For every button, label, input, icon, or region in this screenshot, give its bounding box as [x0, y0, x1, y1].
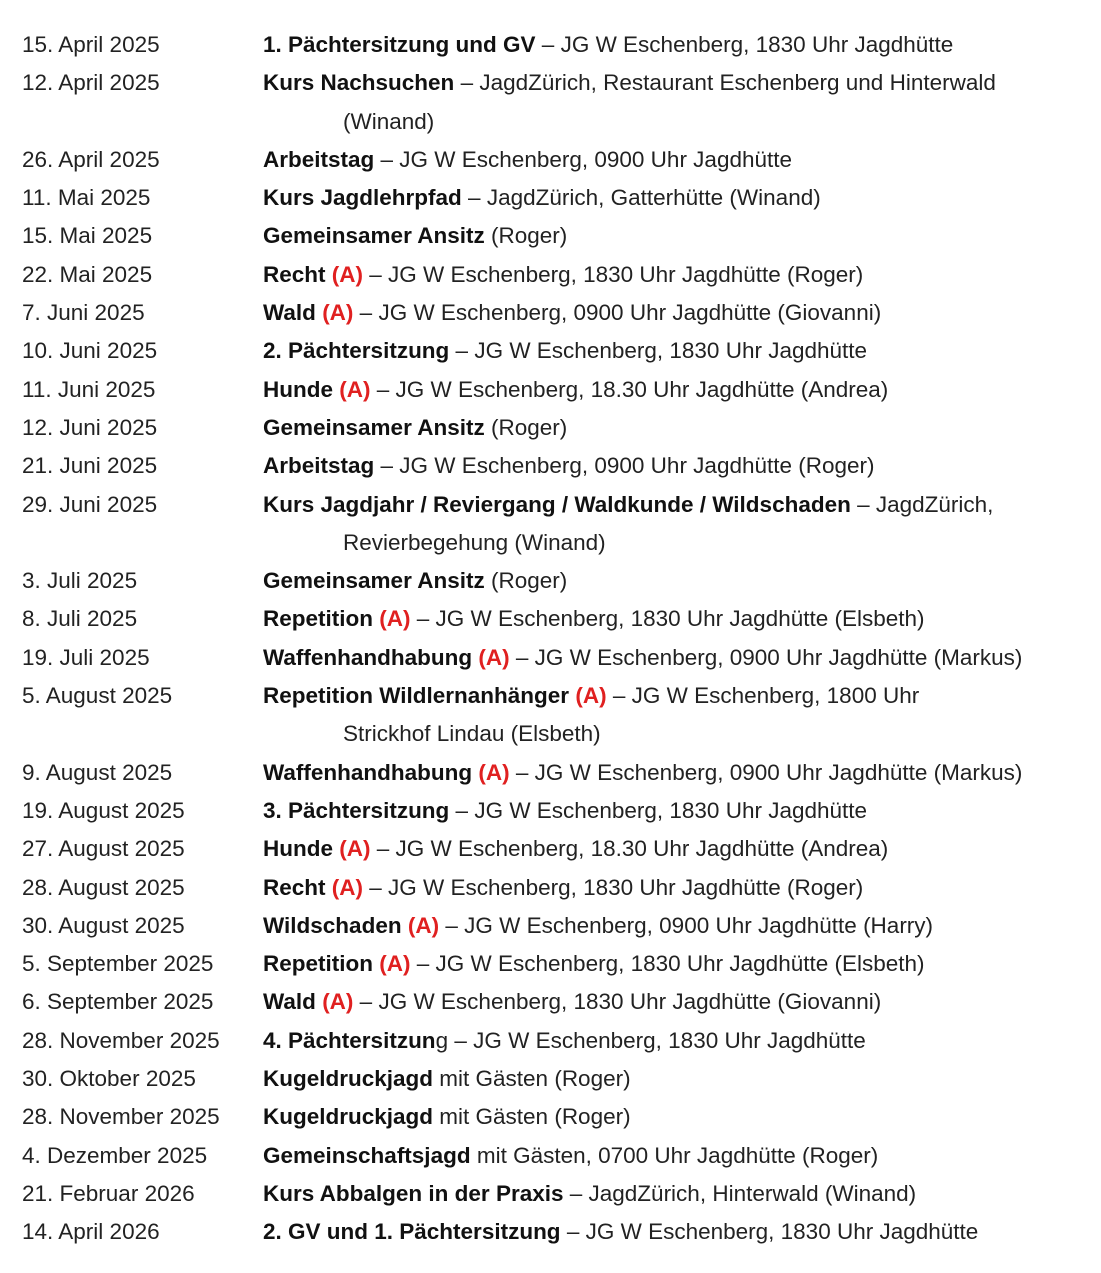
entry-details: – JG W Eschenberg, 0900 Uhr Jagdhütte (Markus)	[509, 759, 1023, 785]
entry-description	[263, 256, 1097, 294]
entry-title: Gemeinschaftsjagd	[263, 1142, 471, 1168]
entry-description	[263, 907, 1097, 945]
entry-date: 3. Juli 2025	[22, 568, 138, 594]
entry-marker: (A)	[478, 759, 510, 785]
entry-description	[263, 1022, 1097, 1060]
entry-details: (Roger)	[484, 568, 568, 594]
entry-title: Gemeinsamer Ansitz	[263, 414, 485, 440]
entry-details: – JG W Eschenberg, 1830 Uhr Jagdhütte	[535, 32, 954, 57]
entry-date: 11. Juni 2025	[22, 376, 156, 402]
schedule-entry	[22, 409, 1097, 447]
entry-details: – JagdZürich, Restaurant Eschenberg und Hinterwald	[454, 70, 996, 96]
entry-marker: (A)	[478, 644, 510, 670]
entry-date: 29. Juni 2025	[22, 491, 158, 517]
entry-marker: (A)	[339, 376, 371, 402]
entry-title: Hunde	[263, 836, 333, 862]
entry-title: 2. Pächtersitzung	[263, 338, 450, 364]
schedule-entry	[22, 869, 1097, 907]
schedule-entry	[22, 26, 1097, 64]
schedule-entry	[22, 256, 1097, 294]
entry-date: 5. August 2025	[22, 683, 173, 709]
schedule-entry	[22, 371, 1097, 409]
entry-date: 15. April 2025	[22, 32, 160, 57]
entry-title: Repetition Wildlernanhänger	[263, 683, 570, 709]
entry-date: 10. Juni 2025	[22, 338, 158, 364]
entry-date: 28. November 2025	[22, 1104, 220, 1130]
entry-details: mit Gästen, 0700 Uhr Jagdhütte (Roger)	[470, 1142, 879, 1168]
schedule-entry	[22, 1213, 1097, 1251]
entry-date: 19. August 2025	[22, 797, 185, 823]
entry-details: – JagdZürich,	[850, 491, 994, 517]
entry-date: 30. August 2025	[22, 912, 185, 938]
entry-title: Hunde	[263, 376, 333, 402]
entry-description	[263, 600, 1097, 638]
entry-marker: (A)	[322, 989, 354, 1015]
schedule-entry	[22, 179, 1097, 217]
entry-description	[263, 486, 1097, 563]
event-schedule	[22, 26, 1097, 1252]
entry-details: – JG W Eschenberg, 1830 Uhr Jagdhütte	[449, 797, 868, 823]
entry-description	[263, 1098, 1097, 1136]
entry-title: 4. Pächtersitzun	[263, 1027, 436, 1053]
entry-title: Kugeldruckjagd	[263, 1104, 434, 1130]
entry-date: 21. Februar 2026	[22, 1180, 195, 1206]
entry-date: 9. August 2025	[22, 759, 173, 785]
entry-details: – JG W Eschenberg, 1830 Uhr Jagdhütte (Giovanni)	[353, 989, 882, 1015]
schedule-entry	[22, 639, 1097, 677]
entry-marker: (A)	[331, 261, 364, 287]
entry-date: 21. Juni 2025	[22, 453, 158, 479]
entry-date: 19. Juli 2025	[22, 644, 150, 670]
entry-details: – JG W Eschenberg, 1830 Uhr Jagdhütte	[449, 338, 868, 364]
schedule-entry	[22, 1137, 1097, 1175]
entry-title: Gemeinsamer Ansitz	[263, 223, 485, 249]
schedule-entry	[22, 1022, 1097, 1060]
entry-details-continued: (Winand)	[343, 108, 435, 134]
entry-date: 28. November 2025	[22, 1027, 220, 1053]
schedule-entry	[22, 217, 1097, 255]
entry-details: mit Gästen (Roger)	[433, 1104, 631, 1130]
entry-date: 28. August 2025	[22, 874, 185, 900]
entry-marker: (A)	[322, 300, 354, 326]
entry-description	[263, 141, 1097, 179]
schedule-entry	[22, 1175, 1097, 1213]
entry-date: 11. Mai 2025	[22, 185, 151, 211]
entry-details: – JG W Eschenberg, 1830 Uhr Jagdhütte (Elsbeth)	[410, 606, 925, 632]
schedule-entry	[22, 64, 1097, 141]
entry-title: Kurs Jagdjahr / Reviergang / Waldkunde / Wildschaden	[263, 491, 851, 517]
entry-date: 15. Mai 2025	[22, 223, 153, 249]
entry-title: Arbeitstag	[263, 146, 375, 172]
entry-description	[263, 792, 1097, 830]
entry-date: 14. April 2026	[22, 1219, 160, 1245]
entry-marker: (A)	[339, 836, 371, 862]
entry-title: Recht	[263, 261, 326, 287]
entry-date: 4. Dezember 2025	[22, 1142, 208, 1168]
entry-title: Wald	[263, 300, 316, 326]
entry-details: – JG W Eschenberg, 0900 Uhr Jagdhütte (Markus)	[509, 644, 1023, 670]
entry-details: g – JG W Eschenberg, 1830 Uhr Jagdhütte	[435, 1027, 866, 1053]
entry-description	[263, 179, 1097, 217]
schedule-entry	[22, 332, 1097, 370]
entry-description	[263, 332, 1097, 370]
entry-title: Kugeldruckjagd	[263, 1066, 434, 1092]
entry-description	[263, 983, 1097, 1021]
entry-description	[263, 639, 1097, 677]
schedule-entry	[22, 754, 1097, 792]
schedule-entry	[22, 600, 1097, 638]
entry-details: (Roger)	[484, 223, 568, 249]
entry-details: – JG W Eschenberg, 1830 Uhr Jagdhütte	[560, 1219, 979, 1245]
entry-description	[263, 409, 1097, 447]
entry-details: – JG W Eschenberg, 18.30 Uhr Jagdhütte (Andrea)	[370, 376, 889, 402]
entry-title: Kurs Jagdlehrpfad	[263, 185, 462, 211]
entry-title: Kurs Abbalgen in der Praxis	[263, 1180, 564, 1206]
entry-marker: (A)	[575, 683, 607, 709]
entry-details: – JG W Eschenberg, 1830 Uhr Jagdhütte (Elsbeth)	[410, 951, 925, 977]
entry-details-continued: Revierbegehung (Winand)	[343, 529, 606, 555]
entry-title: Repetition	[263, 606, 373, 632]
entry-title: Waffenhandhabung	[263, 644, 473, 670]
entry-description	[263, 294, 1097, 332]
schedule-entry	[22, 447, 1097, 485]
entry-description	[263, 677, 1097, 754]
entry-title: 2. GV und 1. Pächtersitzung	[263, 1219, 561, 1245]
entry-description	[263, 945, 1097, 983]
entry-description	[263, 371, 1097, 409]
entry-date: 26. April 2025	[22, 146, 160, 172]
entry-details-continued: Strickhof Lindau (Elsbeth)	[343, 721, 601, 747]
entry-details: – JG W Eschenberg, 18.30 Uhr Jagdhütte (Andrea)	[370, 836, 889, 862]
entry-details: – JagdZürich, Gatterhütte (Winand)	[461, 185, 821, 211]
entry-title: Recht	[263, 874, 326, 900]
entry-title: 3. Pächtersitzung	[263, 797, 450, 823]
entry-details: – JG W Eschenberg, 0900 Uhr Jagdhütte (Giovanni)	[353, 300, 882, 326]
entry-marker: (A)	[407, 912, 440, 938]
entry-title: Wildschaden	[263, 912, 402, 938]
entry-description	[263, 1060, 1097, 1098]
entry-details: – JagdZürich, Hinterwald (Winand)	[563, 1180, 917, 1206]
entry-date: 7. Juni 2025	[22, 300, 145, 326]
entry-date: 8. Juli 2025	[22, 606, 138, 632]
schedule-entry	[22, 983, 1097, 1021]
entry-title: Waffenhandhabung	[263, 759, 473, 785]
schedule-entry	[22, 907, 1097, 945]
entry-title: Kurs Nachsuchen	[263, 70, 455, 96]
entry-details: – JG W Eschenberg, 0900 Uhr Jagdhütte (Roger)	[374, 453, 875, 479]
schedule-entry	[22, 677, 1097, 754]
entry-description	[263, 217, 1097, 255]
entry-title: Gemeinsamer Ansitz	[263, 568, 485, 594]
entry-description	[263, 1175, 1097, 1213]
entry-date: 27. August 2025	[22, 836, 185, 862]
entry-description	[263, 869, 1097, 907]
entry-marker: (A)	[331, 874, 364, 900]
schedule-entry	[22, 830, 1097, 868]
entry-title: Wald	[263, 989, 316, 1015]
entry-description	[263, 562, 1097, 600]
schedule-entry	[22, 562, 1097, 600]
entry-details: – JG W Eschenberg, 1830 Uhr Jagdhütte (Roger)	[363, 874, 864, 900]
schedule-entry	[22, 486, 1097, 563]
entry-title: 1. Pächtersitzung und GV	[263, 32, 536, 57]
schedule-entry	[22, 792, 1097, 830]
entry-date: 12. April 2025	[22, 70, 160, 96]
entry-description	[263, 1137, 1097, 1175]
entry-date: 22. Mai 2025	[22, 261, 153, 287]
schedule-entry	[22, 141, 1097, 179]
entry-description	[263, 64, 1097, 141]
schedule-entry	[22, 945, 1097, 983]
entry-title: Repetition	[263, 951, 373, 977]
entry-description	[263, 830, 1097, 868]
entry-details: (Roger)	[484, 414, 568, 440]
entry-details: – JG W Eschenberg, 1830 Uhr Jagdhütte (Roger)	[363, 261, 864, 287]
entry-date: 6. September 2025	[22, 989, 214, 1015]
schedule-entry	[22, 294, 1097, 332]
entry-description	[263, 26, 1097, 64]
entry-details: mit Gästen (Roger)	[433, 1066, 631, 1092]
entry-description	[263, 754, 1097, 792]
entry-marker: (A)	[379, 606, 411, 632]
entry-details: – JG W Eschenberg, 1800 Uhr	[606, 683, 920, 709]
entry-title: Arbeitstag	[263, 453, 375, 479]
entry-details: – JG W Eschenberg, 0900 Uhr Jagdhütte (Harry)	[439, 912, 934, 938]
entry-date: 12. Juni 2025	[22, 414, 158, 440]
schedule-entry	[22, 1098, 1097, 1136]
entry-description	[263, 1213, 1097, 1251]
entry-date: 5. September 2025	[22, 951, 214, 977]
entry-marker: (A)	[379, 951, 411, 977]
entry-description	[263, 447, 1097, 485]
entry-date: 30. Oktober 2025	[22, 1066, 196, 1092]
entry-details: – JG W Eschenberg, 0900 Uhr Jagdhütte	[374, 146, 793, 172]
schedule-entry	[22, 1060, 1097, 1098]
